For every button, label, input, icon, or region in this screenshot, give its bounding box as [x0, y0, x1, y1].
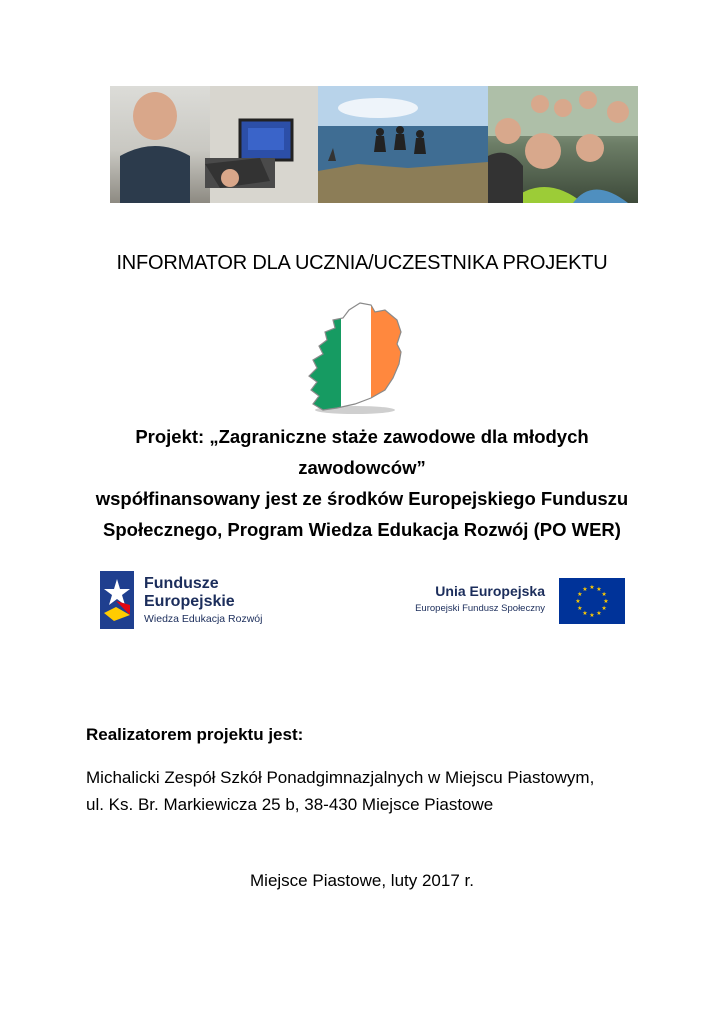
eu-star-icon: ★ [601, 592, 607, 598]
eu-star-icon: ★ [577, 592, 583, 598]
fe-logo-line1: Fundusze [144, 575, 219, 592]
group-jumping-on-cliffs-photo [318, 86, 488, 203]
eu-star-icon: ★ [577, 606, 583, 612]
project-title: Projekt: „Zagraniczne staże zawodowe dla młodych zawodowców” [135, 426, 589, 478]
eu-star-icon: ★ [582, 586, 588, 593]
fe-logo-line2: Europejskie [144, 593, 235, 610]
project-funding-text: współfinansowany jest ze środków Europejskiego Funduszu Społecznego, Program Wiedza Edukacja Rozwój (PO WER) [95, 488, 629, 540]
page-title: INFORMATOR DLA UCZNIA/UCZESTNIKA PROJEKTU [116, 252, 608, 274]
place-and-date: Miejsce Piastowe, luty 2017 r. [250, 871, 474, 890]
eu-star-icon: ★ [589, 613, 595, 619]
ue-logo-line1: Unia Europejska [435, 583, 545, 599]
realizator-address [86, 764, 594, 818]
ireland-flag-map-icon [305, 300, 405, 415]
eu-star-icon: ★ [575, 599, 581, 605]
eu-star-icon: ★ [596, 586, 602, 593]
address-line-1: Michalicki Zespół Szkół Ponadgimnazjalnych w Miejscu Piastowym, [86, 768, 595, 787]
header-photo-strip [110, 86, 638, 203]
fundusze-europejskie-logo [100, 571, 270, 631]
eu-star-icon: ★ [589, 585, 595, 591]
eu-star-icon: ★ [601, 606, 607, 612]
eu-star-icon: ★ [582, 611, 588, 618]
eu-flag-icon [559, 578, 625, 624]
realizator-label: Realizatorem projektu jest: [86, 725, 304, 744]
address-line-2: ul. Ks. Br. Markiewicza 25 b, 38-430 Miejsce Piastowe [86, 795, 494, 814]
student-at-computer-photo [110, 86, 318, 203]
fe-star-icon [100, 571, 134, 629]
unia-europejska-logo [400, 578, 625, 626]
project-description [70, 421, 654, 545]
eu-star-icon: ★ [596, 611, 602, 618]
ue-logo-line2: Europejski Fundusz Społeczny [415, 603, 545, 614]
group-selfie-photo [488, 86, 638, 203]
fe-logo-line3: Wiedza Edukacja Rozwój [144, 613, 263, 625]
eu-star-icon: ★ [603, 599, 609, 605]
